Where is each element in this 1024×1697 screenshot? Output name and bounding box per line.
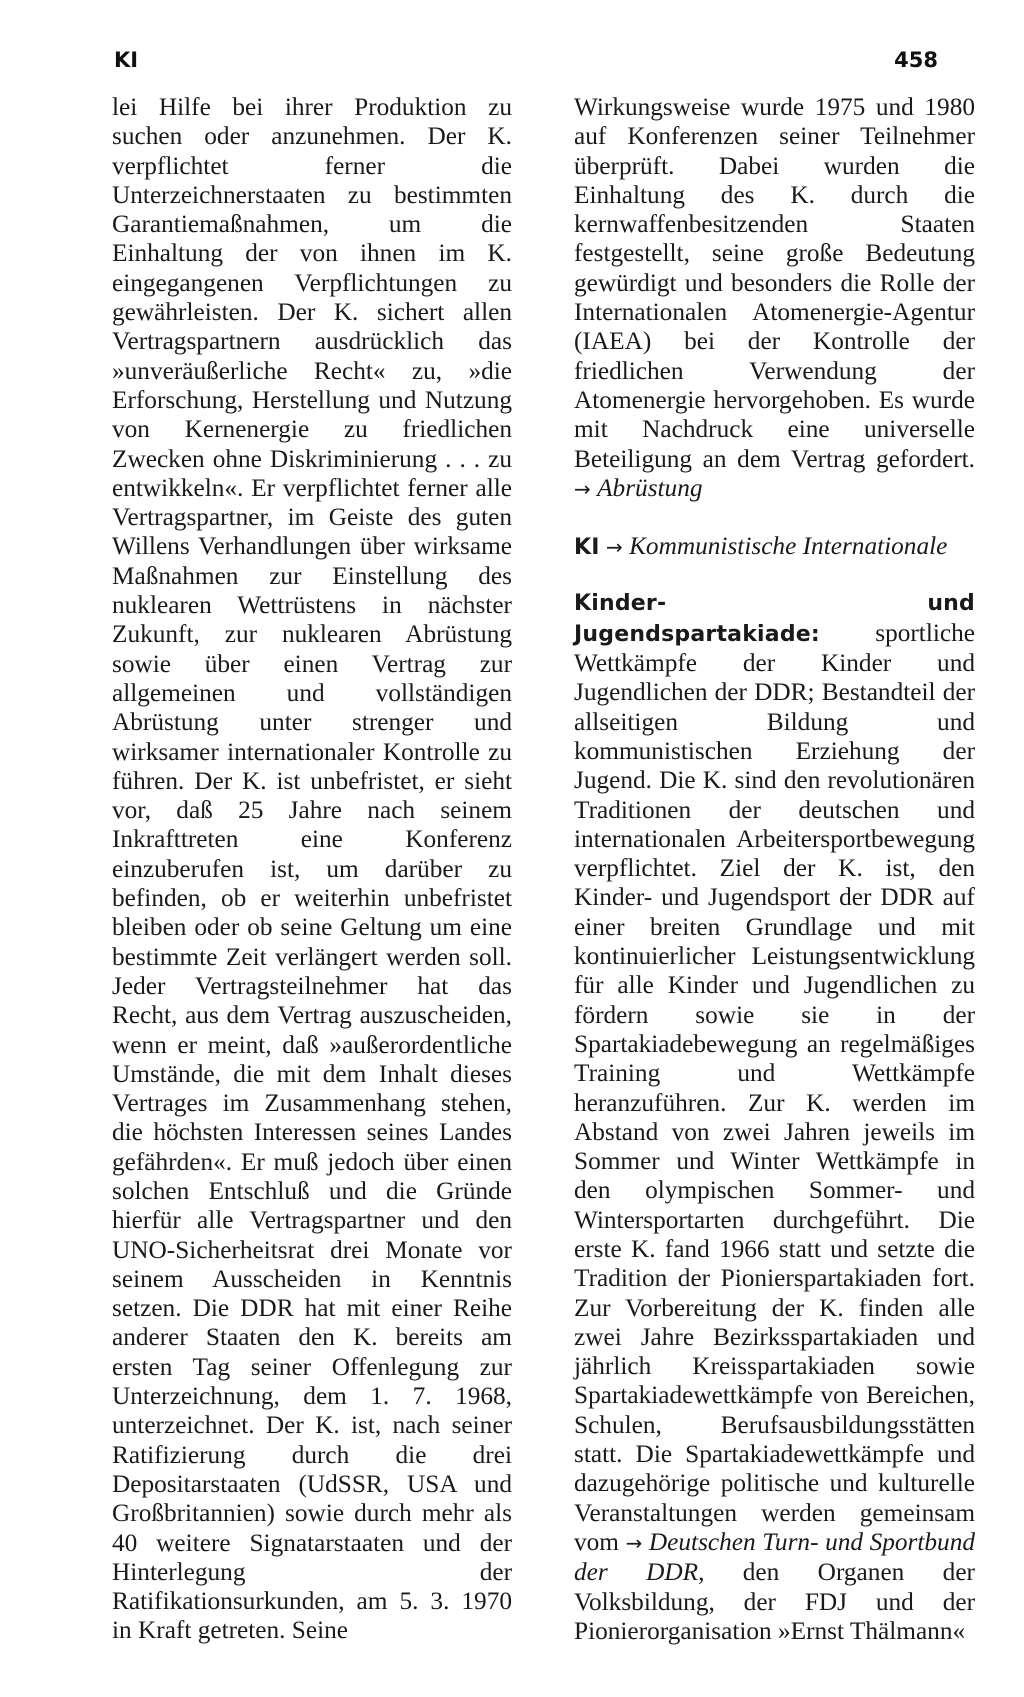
- entry-headword: KI: [574, 535, 600, 561]
- entry-kinder-und-jugendspartakiade: [574, 588, 975, 1646]
- page-number: 458: [894, 48, 938, 72]
- continuation-text: Wirkungsweise wurde 1975 und 1980 auf Konferenzen seiner Teilnehmer überprüft. Dabei wurden die Einhaltung des K. durch die kernwaffenbesitzenden Staaten festgestellt, seine große Bedeutung gewürdigt und besonders die Rolle der Internationalen Atomenergie-Agentur (IAEA) bei der Kontrolle der friedlichen Verwendung der Atomenergie hervorgehoben. Es wurde mit Nachdruck eine universelle Beteiligung an dem Vertrag gefordert.: [574, 93, 975, 473]
- entry-headword: Kinder- und Jugendspartakiade:: [574, 591, 975, 647]
- entry-ki: [574, 532, 975, 562]
- cross-reference-arrow: →: [625, 1530, 643, 1555]
- page-header: [112, 48, 938, 78]
- right-column: [574, 93, 975, 1646]
- section-heading: KI: [114, 48, 139, 72]
- entry-text-continued: den Organen der Volksbildung, der FDJ und der Pionierorganisation »Ernst Thälmann«: [574, 1558, 975, 1645]
- cross-reference-link[interactable]: Deutschen Turn- und Sportbund der DDR,: [574, 1527, 975, 1587]
- continuation-paragraph: [574, 93, 975, 504]
- entry-text: sportliche Wettkämpfe der Kinder und Jugendlichen der DDR; Bestandteil der allseitigen Bildung und kommunistischen Erziehung der Jugend. Die K. sind den revolutionären Traditionen der deutschen und internationalen Arbeitersportbewegung verpflichtet. Ziel der K. ist, den Kinder- und Jugendsport der DDR auf einer breiten Grundlage und mit kontinuierlicher Leistungsentwicklung für alle Kinder und Jugendlichen zu fördern sowie sie in der Spartakiadebewegung an regelmäßiges Training und Wettkämpfe heranzuführen. Zur K. werden im Abstand von zwei Jahren jeweils im Sommer und Winter Wettkämpfe in den olympischen Sommer- und Wintersportarten durchgeführt. Die erste K. fand 1966 statt und setzte die Tradition der Pionierspartakiaden fort. Zur Vorbereitung der K. finden alle zwei Jahre Bezirksspartakiaden und jährlich Kreisspartakiaden sowie Spartakiadewettkämpfe von Bereichen, Schulen, Berufsausbildungsstätten statt. Die Spartakiadewettkämpfe und dazugehörige politische und kulturelle Veranstaltungen werden gemeinsam vom: [574, 618, 975, 1556]
- cross-reference-link[interactable]: Kommunistische Internationale: [629, 532, 948, 561]
- left-column: [112, 93, 512, 1646]
- cross-reference-link[interactable]: Abrüstung: [597, 473, 703, 502]
- cross-reference-arrow: →: [605, 535, 623, 560]
- cross-reference-arrow: →: [574, 476, 591, 501]
- left-column-text: lei Hilfe bei ihrer Produktion zu suchen oder anzunehmen. Der K. verpflichtet ferner die Unterzeichnerstaaten zu bestimmten Garantiemaßnahmen, um die Einhaltung der von ihnen im K. eingegangenen Verpflichtungen zu gewährleisten. Der K. sichert allen Vertragspartnern ausdrücklich das »unveräußerliche Recht« zu, »die Erforschung, Herstellung und Nutzung von Kernenergie zu friedlichen Zwecken ohne Diskriminierung . . . zu entwikkeln«. Er verpflichtet ferner alle Vertragspartner, im Geiste des guten Willens Verhandlungen über wirksame Maßnahmen zur Einstellung des nuklearen Wettrüstens in nächster Zukunft, zur nuklearen Abrüstung sowie über einen Vertrag zur allgemeinen und vollständigen Abrüstung unter strenger und wirksamer internationaler Kontrolle zu führen. Der K. ist unbefristet, er sieht vor, daß 25 Jahre nach seinem Inkrafttreten eine Konferenz einzuberufen ist, um darüber zu befinden, ob er weiterhin unbefristet bleiben oder ob seine Geltung um eine bestimmte Zeit verlängert werden soll. Jeder Vertragsteilnehmer hat das Recht, aus dem Vertrag auszuscheiden, wenn er meint, daß »außerordentliche Umstände, die mit dem Inhalt dieses Vertrages im Zusammenhang stehen, die höchsten Interessen seines Landes gefährden«. Er muß jedoch über einen solchen Entschluß und die Gründe hierfür alle Vertragspartner und den UNO-Sicherheitsrat drei Monate vor seinem Ausscheiden in Kenntnis setzen. Die DDR hat mit einer Reihe anderer Staaten den K. bereits am ersten Tag seiner Offenlegung zur Unterzeichnung, dem 1. 7. 1968, unterzeichnet. Der K. ist, nach seiner Ratifizierung durch die drei Depositarstaaten (UdSSR, USA und Großbritannien) sowie durch mehr als 40 weitere Signatarstaaten und der Hinterlegung der Ratifikationsurkunden, am 5. 3. 1970 in Kraft getreten. Seine: [112, 93, 512, 1645]
